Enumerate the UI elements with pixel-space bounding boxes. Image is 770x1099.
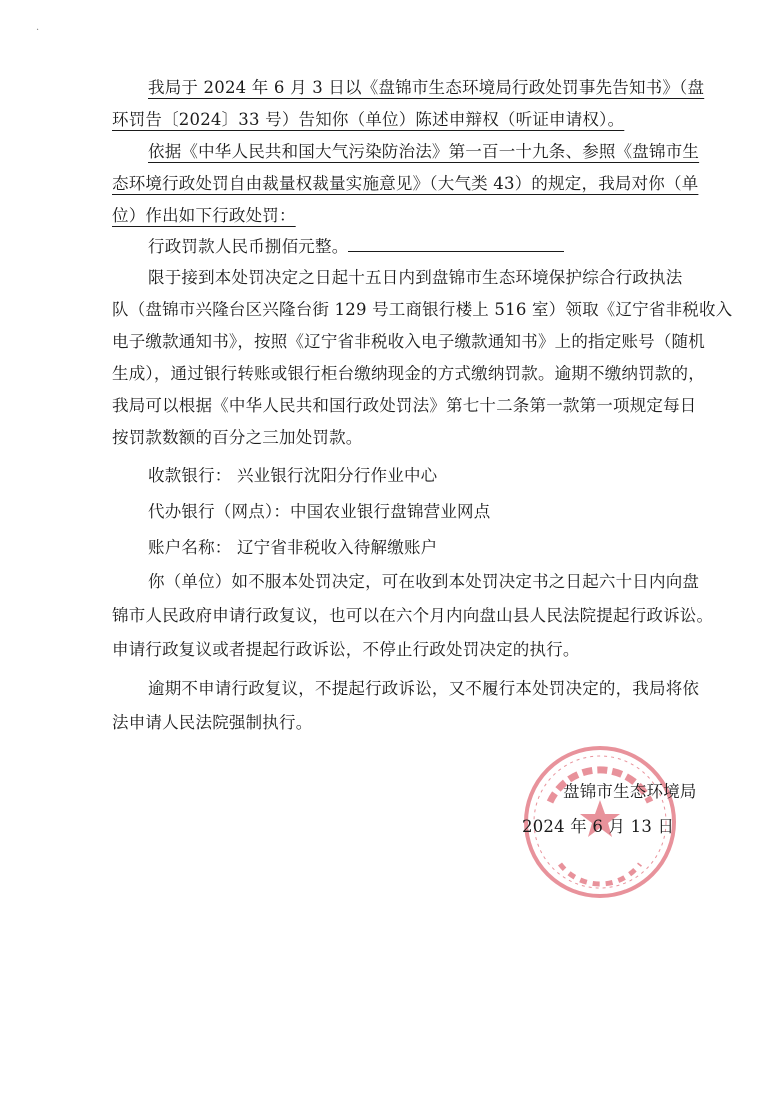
payment-line-5: 我局可以根据《中华人民共和国行政处罚法》第七十二条第一款第一项规定每日 [112, 396, 697, 415]
notice-line-4: 态环境行政处罚自由裁量权裁量实施意见》（大气类 43）的规定，我局对你（单 [112, 174, 699, 193]
payment-line-2: 队（盘锦市兴隆台区兴隆台街 129 号工商银行楼上 516 室）领取《辽宁省非税收入 [112, 300, 733, 319]
penalty-underline [348, 233, 564, 252]
notice-line-3: 依据《中华人民共和国大气污染防治法》第一百一十九条、参照《盘锦市生 [148, 142, 700, 161]
enforcement-line-2: 法申请人民法院强制执行。 [112, 713, 313, 732]
notice-line-2: 环罚告〔2024〕33 号）告知你（单位）陈述申辩权（听证申请权）。 [112, 110, 625, 129]
payment-line-4: 生成），通过银行转账或银行柜台缴纳现金的方式缴纳罚款。逾期不缴纳罚款的， [112, 364, 705, 383]
agent-bank: 代办银行（网点）：中国农业银行盘锦营业网点 [148, 502, 491, 521]
payment-line-1: 限于接到本处罚决定之日起十五日内到盘锦市生态环境保护综合行政执法 [148, 268, 683, 287]
enforcement-line-1: 逾期不申请行政复议，不提起行政诉讼，又不履行本处罚决定的，我局将依 [148, 679, 700, 698]
account-name: 账户名称： 辽宁省非税收入待解缴账户 [148, 538, 438, 557]
notice-line-1: 我局于 2024 年 6 月 3 日以《盘锦市生态环境局行政处罚事先告知书》（盘 [148, 78, 705, 97]
appeal-line-1: 你（单位）如不服本处罚决定，可在收到本处罚决定书之日起六十日内向盘 [148, 572, 700, 591]
penalty-line [148, 233, 564, 259]
penalty-text: 行政罚款人民币捌佰元整。 [148, 237, 349, 256]
appeal-line-3: 申请行政复议或者提起行政诉讼，不停止行政处罚决定的执行。 [112, 640, 580, 659]
payment-line-3: 电子缴款通知书》，按照《辽宁省非税收入电子缴款通知书》上的指定账号（随机 [112, 332, 705, 351]
appeal-line-2: 锦市人民政府申请行政复议，也可以在六个月内向盘山县人民法院提起行政诉讼。 [112, 606, 714, 625]
issue-date: 2024 年 6 月 13 日 [522, 817, 675, 836]
receiving-bank: 收款银行： 兴业银行沈阳分行作业中心 [148, 466, 438, 485]
payment-line-6: 按罚款数额的百分之三加处罚款。 [112, 428, 363, 447]
issuer-name: 盘锦市生态环境局 [563, 782, 697, 801]
scan-artifact: · [36, 25, 40, 36]
notice-line-5: 位）作出如下行政处罚： [112, 206, 296, 225]
